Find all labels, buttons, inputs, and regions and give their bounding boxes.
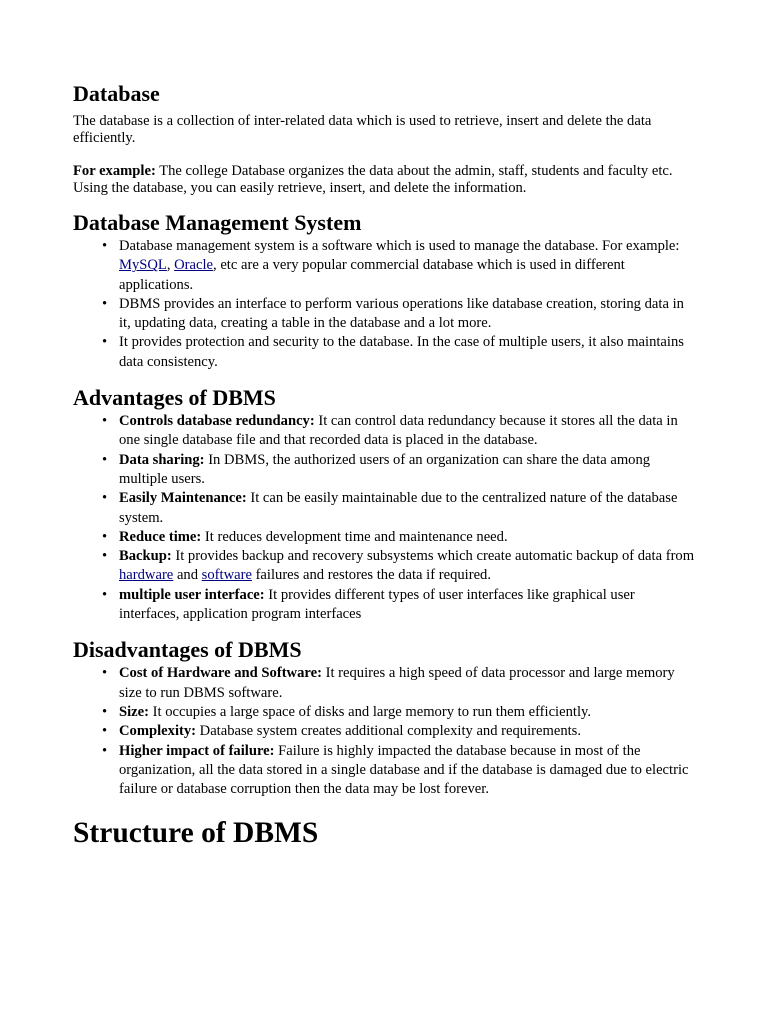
disadvantages-list	[73, 664, 698, 799]
bullet-icon: •	[102, 490, 108, 507]
mysql-link[interactable]: MySQL	[119, 257, 167, 274]
item-text: Database system creates additional complexity and requirements.	[196, 723, 581, 740]
dbms-item-text: , etc are a very popular commercial database which is used in different applications.	[119, 257, 625, 293]
list-item	[102, 451, 698, 490]
example-text: The college Database organizes the data about the admin, staff, students and faculty etc.	[155, 163, 673, 179]
bullet-icon: •	[102, 238, 108, 254]
list-item	[102, 703, 698, 722]
item-text: It reduces development time and maintenance need.	[201, 528, 508, 545]
bullet-icon: •	[102, 548, 108, 565]
item-label: Backup:	[119, 548, 172, 565]
item-text: and	[173, 567, 202, 584]
dbms-item-text: It provides protection and security to the database. In the case of multiple users, it also maintains data consistency.	[119, 334, 684, 370]
item-text: failures and restores the data if required.	[251, 567, 491, 584]
heading-advantages: Advantages of DBMS	[73, 385, 276, 411]
hardware-link[interactable]: hardware	[119, 567, 174, 584]
item-text: It occupies a large space of disks and large memory to run them efficiently.	[149, 703, 591, 720]
example-label: For example:	[73, 163, 156, 179]
item-text: It provides backup and recovery subsystems which create automatic backup of data from	[171, 548, 695, 565]
item-label: multiple user interface:	[119, 586, 265, 603]
list-item	[102, 664, 698, 703]
list-item	[102, 412, 698, 451]
bullet-icon: •	[102, 586, 108, 603]
dbms-list	[73, 237, 698, 372]
database-example	[73, 163, 698, 180]
advantages-list	[73, 412, 698, 624]
oracle-link[interactable]: Oracle	[174, 257, 214, 274]
heading-database: Database	[73, 81, 160, 106]
item-label: Easily Maintenance:	[119, 490, 247, 507]
heading-dbms: Database Management System	[73, 210, 362, 235]
bullet-icon: •	[102, 703, 108, 720]
dbms-item-text: DBMS provides an interface to perform various operations like database creation, storing data in it, updating data, creating a table in the database and a lot more.	[119, 295, 684, 332]
document-content	[73, 80, 698, 851]
database-definition: The database is a collection of inter-related data which is used to retrieve, insert and delete the data efficiently.	[73, 113, 652, 146]
software-link[interactable]: software	[201, 567, 252, 584]
item-label: Complexity:	[119, 723, 197, 740]
item-label: Cost of Hardware and Software:	[119, 665, 322, 682]
bullet-icon: •	[102, 295, 108, 312]
item-text: Failure is highly impacted the database because in most of the organization, all the data stored in a single database and if the database is damaged due to electric failure or database corruption then the data may be lost forever.	[119, 742, 689, 798]
item-text: It can control data redundancy because it stores all the data in one single database file and that recorded data is placed in the database.	[119, 413, 678, 449]
bullet-icon: •	[102, 528, 108, 545]
list-item	[102, 333, 698, 372]
item-label: Size:	[119, 703, 149, 720]
list-item	[102, 547, 698, 586]
database-usage: Using the database, you can easily retrieve, insert, and delete the information.	[73, 180, 527, 196]
list-item	[102, 722, 698, 741]
bullet-icon: •	[102, 723, 108, 740]
bullet-icon: •	[102, 334, 108, 351]
item-label: Higher impact of failure:	[119, 742, 275, 759]
heading-disadvantages: Disadvantages of DBMS	[73, 637, 302, 663]
list-item	[102, 528, 698, 547]
dbms-item-sep: ,	[166, 257, 175, 274]
item-text: It requires a high speed of data processor and large memory size to run DBMS software.	[119, 665, 675, 701]
list-item	[102, 489, 698, 528]
heading-structure: Structure of DBMS	[73, 817, 319, 850]
item-label: Controls database redundancy:	[119, 413, 315, 430]
bullet-icon: •	[102, 665, 108, 682]
bullet-icon: •	[102, 742, 108, 759]
list-item	[102, 742, 698, 800]
bullet-icon: •	[102, 451, 108, 468]
list-item	[102, 586, 698, 625]
item-text: It can be easily maintainable due to the centralized nature of the database system.	[119, 490, 678, 526]
item-label: Data sharing:	[119, 451, 205, 468]
item-text: It provides different types of user interfaces like graphical user interfaces, application program interfaces	[119, 586, 635, 623]
item-text: In DBMS, the authorized users of an organization can share the data among multiple users.	[119, 451, 651, 487]
list-item	[102, 295, 698, 334]
item-label: Reduce time:	[119, 528, 202, 545]
bullet-icon: •	[102, 413, 108, 430]
dbms-item-text: Database management system is a software which is used to manage the database. For example:	[119, 238, 680, 254]
list-item	[102, 237, 698, 295]
